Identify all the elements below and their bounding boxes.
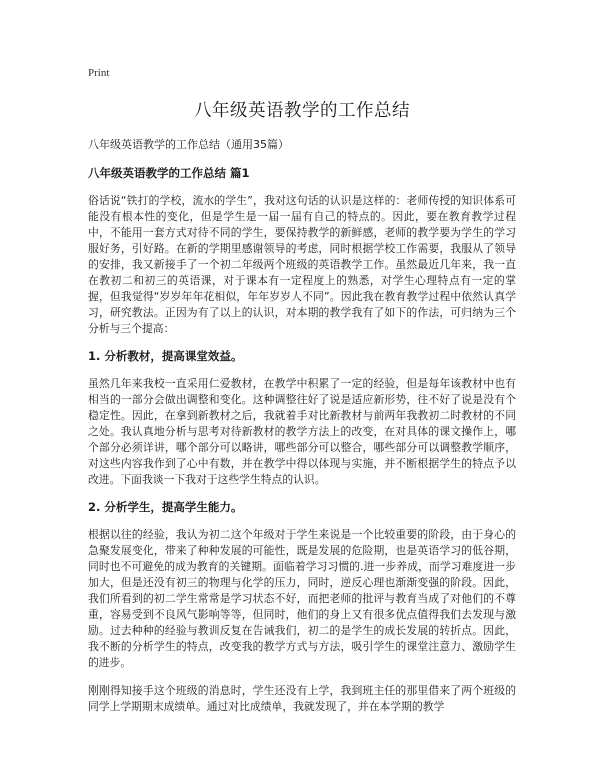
paragraph-textbook: 虽然几年来我校一直采用仁爱教材，在教学中积累了一定的经验，但是每年该教材中也有相当的一部分会做出调整和变化。这种调整往好了说是适应新形势，往不好了说是没有个稳定性。因此，在拿到新教材之后，我就着手对比新教材与前两年我教初二时教材的不同之处。我认真地分析与思考对待新教材的教学方法上的改变，在对具体的课文操作上，哪个部分必须详讲，哪个部分可以略讲，哪些部分可以整合，哪些部分可以调整教学顺序，对这些内容我作到了心中有数，并在教学中得以体现与实施，并不断根据学生的特点予以改进。下面我谈一下我对于这些学生特点的认识。 [88,377,516,486]
paragraph-students: 根据以往的经验，我认为初二这个年级对于学生来说是一个比较重要的阶段，由于身心的急聚发展变化，带来了种种发展的可能性，既是发展的危险期，也是英语学习的低谷期，同时也不可避免的成为教育的关键期。面临着学习习惯的.进一步养成，而学习难度进一步加大，但是还没有初三的物理与化学的压力，同时，逆反心理也渐渐变强的阶段。因此，我们所看到的初二学生常常是学习状态不好，而把老师的批评与教育当成了对他们的不尊重，容易受到不良风气影响等等，但同时，他们的身上又有很多优点值得我们去发现与激励。过去种种的经验与教训反复在告诫我们，初二的是学生的成长发展的转折点。因此，我不断的分析学生的特点，改变我的教学方式与方法，吸引学生的课堂注意力、激励学生的进步。 [88,528,516,669]
heading-analyze-textbook: 1. 分析教材，提高课堂效益。 [88,349,243,363]
heading-analyze-students: 2. 分析学生，提高学生能力。 [88,500,243,514]
document-title: 八年级英语教学的工作总结 [194,101,410,121]
document-page [88,66,516,727]
print-label: Print [88,67,110,79]
document-subtitle: 八年级英语教学的工作总结（通用35篇） [88,138,289,151]
section-heading: 八年级英语教学的工作总结 篇1 [88,166,250,180]
paragraph-intro: 俗话说“铁打的学校，流水的学生”，我对这句话的认识是这样的：老师传授的知识体系可能没有根本性的变化，但是学生是一届一届有自己的特点的。因此，要在教育教学过程中，不能用一套方式对待不同的学生，要保持教学的新鲜感，老师的教学要为学生的学习服好务，引好路。在新的学期里感谢领导的考虑，同时根据学校工作需要，我服从了领导的安排，我又新接手了一个初二年级两个班级的英语教学工作。虽然最近几年来，我一直在教初二和初三的英语课，对于课本有一定程度上的熟悉，对学生心理特点有一定的掌握，但我觉得“岁岁年年花相似，年年岁岁人不同”。因此我在教育教学过程中依然认真学习，研究教法。正因为有了以上的认识，对本期的教学我有了如下的作法，可归纳为三个分析与三个提高： [88,194,516,335]
paragraph-new-class: 刚刚得知接手这个班级的消息时，学生还没有上学，我到班主任的那里借来了两个班级的同学上学期期末成绩单。通过对比成绩单，我就发现了，并在本学期的教学 [88,684,516,713]
